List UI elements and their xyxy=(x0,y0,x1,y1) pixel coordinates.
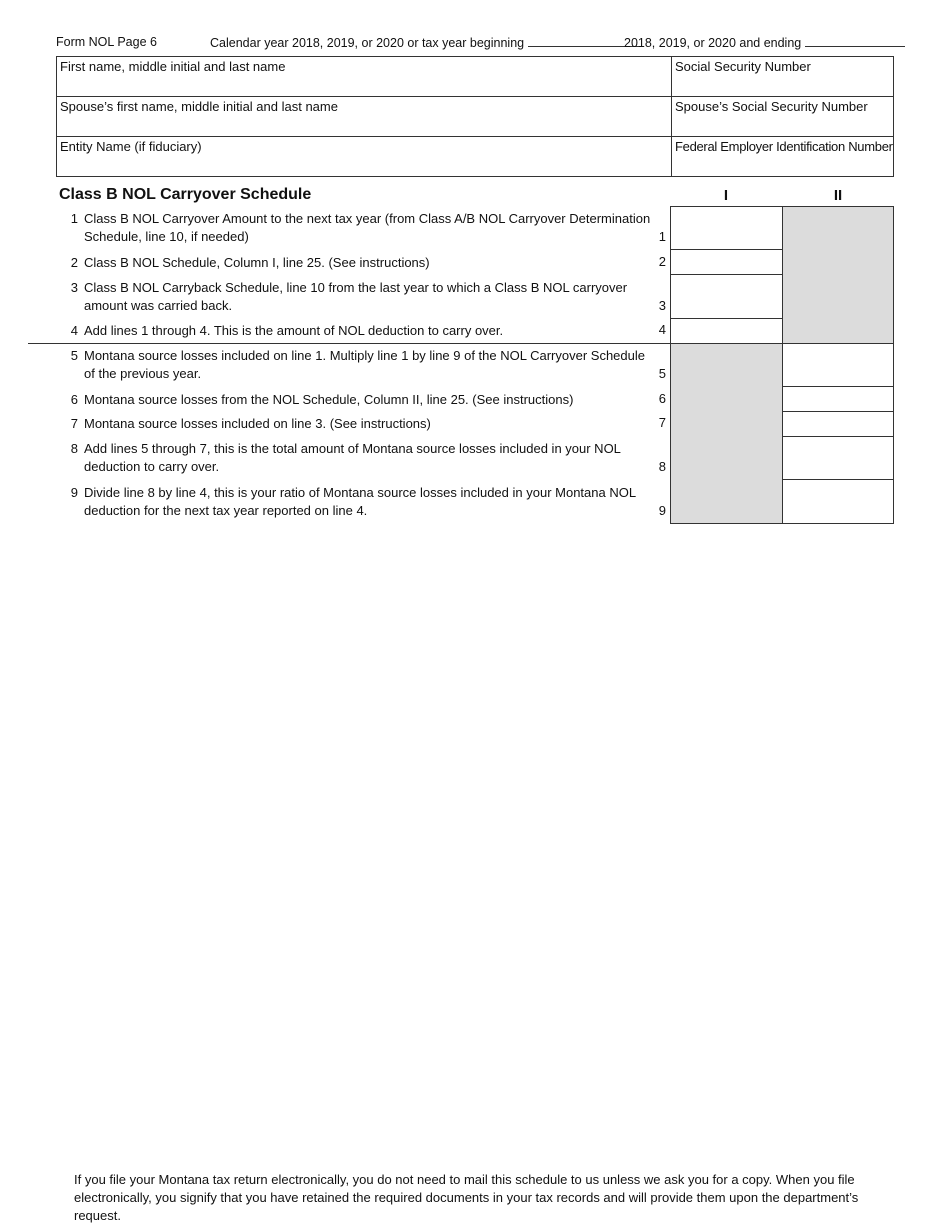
schedule-title: Class B NOL Carryover Schedule xyxy=(59,186,312,203)
line-8-column-ii-cell xyxy=(782,436,894,480)
spouse-name-input[interactable] xyxy=(57,114,673,134)
line-1-column-i-cell xyxy=(670,206,783,250)
line-number: 4 xyxy=(70,323,78,338)
line-number: 8 xyxy=(70,441,78,456)
entity-name-input[interactable] xyxy=(57,154,673,174)
tax-year-end-row xyxy=(624,35,905,50)
line-number-right: 7 xyxy=(658,415,666,430)
fein-input[interactable] xyxy=(673,154,897,174)
line-text: Montana source losses from the NOL Schedule, Column II, line 25. (See instructions) xyxy=(84,392,574,407)
name-row xyxy=(57,57,893,97)
info-divider xyxy=(671,57,672,96)
ssn-label: Social Security Number xyxy=(675,59,811,74)
info-divider xyxy=(671,97,672,136)
line-4-column-i-cell xyxy=(670,318,783,344)
line-number-right: 4 xyxy=(658,322,666,337)
form-page-label: Form NOL Page 6 xyxy=(56,35,157,49)
line-text: Class B NOL Carryback Schedule, line 10 from the last year to which a Class B NOL carryover amount was carried back. xyxy=(84,280,628,313)
line-3-column-i-cell xyxy=(670,274,783,319)
line-number: 9 xyxy=(70,485,78,500)
section-divider xyxy=(28,343,671,344)
line-2-column-i-input[interactable] xyxy=(671,250,782,274)
tax-year-end-field[interactable] xyxy=(805,35,905,47)
spouse-row xyxy=(57,97,893,137)
spouse-ssn-label: Spouse’s Social Security Number xyxy=(675,99,868,114)
fein-label: Federal Employer Identification Number xyxy=(675,139,893,154)
line-text: Add lines 1 through 4. This is the amount of NOL deduction to carry over. xyxy=(84,323,504,338)
line-1-column-i-input[interactable] xyxy=(671,207,782,249)
line-number-right: 6 xyxy=(658,391,666,406)
ssn-input[interactable] xyxy=(673,74,897,94)
line-text: Divide line 8 by line 4, this is your ratio of Montana source losses included in your Montana NOL deduction for the next tax year reported on line 4. xyxy=(84,485,636,518)
entity-row xyxy=(57,137,893,177)
column-ii-header: II xyxy=(833,187,843,204)
tax-year-end-label: 2018, 2019, or 2020 and ending xyxy=(624,36,802,50)
shaded-area-column-ii xyxy=(782,206,894,344)
line-text: Class B NOL Schedule, Column I, line 25. (See instructions) xyxy=(84,255,430,270)
shaded-area-column-i xyxy=(670,343,783,524)
line-number-right: 8 xyxy=(658,459,666,474)
line-number: 1 xyxy=(70,211,78,226)
line-text: Montana source losses included on line 3. (See instructions) xyxy=(84,416,431,431)
column-i-header: I xyxy=(723,187,729,204)
line-number: 6 xyxy=(70,392,78,407)
line-6-column-ii-input[interactable] xyxy=(783,387,893,411)
line-number: 7 xyxy=(70,416,78,431)
line-number-right: 9 xyxy=(658,503,666,518)
line-5-column-ii-cell xyxy=(782,343,894,387)
tax-year-begin-row xyxy=(210,35,640,50)
line-number-right: 2 xyxy=(658,254,666,269)
line-9-column-ii-input[interactable] xyxy=(783,480,893,523)
entity-name-label: Entity Name (if fiduciary) xyxy=(60,139,202,154)
spouse-name-label: Spouse’s first name, middle initial and last name xyxy=(60,99,338,114)
tax-year-begin-label: Calendar year 2018, 2019, or 2020 or tax year beginning xyxy=(210,36,525,50)
first-name-label: First name, middle initial and last name xyxy=(60,59,286,74)
line-number-right: 3 xyxy=(658,298,666,313)
tax-year-begin-field[interactable] xyxy=(528,35,640,47)
spouse-ssn-input[interactable] xyxy=(673,114,897,134)
line-number: 3 xyxy=(70,280,78,295)
line-3-column-i-input[interactable] xyxy=(671,275,782,318)
line-text: Montana source losses included on line 1. Multiply line 1 by line 9 of the NOL Carryover Schedule of the previous year. xyxy=(84,348,645,381)
line-number: 2 xyxy=(70,255,78,270)
line-text: Class B NOL Carryover Amount to the next tax year (from Class A/B NOL Carryover Determination Schedule, line 10, if needed) xyxy=(84,211,651,244)
line-4-column-i-input[interactable] xyxy=(671,319,782,343)
line-number-right: 1 xyxy=(658,229,666,244)
line-7-column-ii-input[interactable] xyxy=(783,412,893,436)
line-9-column-ii-cell xyxy=(782,479,894,524)
info-divider xyxy=(671,137,672,177)
line-2-column-i-cell xyxy=(670,249,783,275)
line-8-column-ii-input[interactable] xyxy=(783,437,893,479)
electronic-filing-note: If you file your Montana tax return electronically, you do not need to mail this schedule to us unless we ask you for a copy. When you file electronically, you signify that you have retained the required documents in your tax records and will provide them upon the department’s request. xyxy=(74,1172,859,1223)
line-number-right: 5 xyxy=(658,366,666,381)
line-6-column-ii-cell xyxy=(782,386,894,412)
first-name-input[interactable] xyxy=(57,74,673,94)
line-number: 5 xyxy=(70,348,78,363)
taxpayer-info-table xyxy=(56,56,894,177)
line-5-column-ii-input[interactable] xyxy=(783,344,893,386)
line-text: Add lines 5 through 7, this is the total amount of Montana source losses included in your NOL deduction to carry over. xyxy=(84,441,621,474)
line-7-column-ii-cell xyxy=(782,411,894,437)
